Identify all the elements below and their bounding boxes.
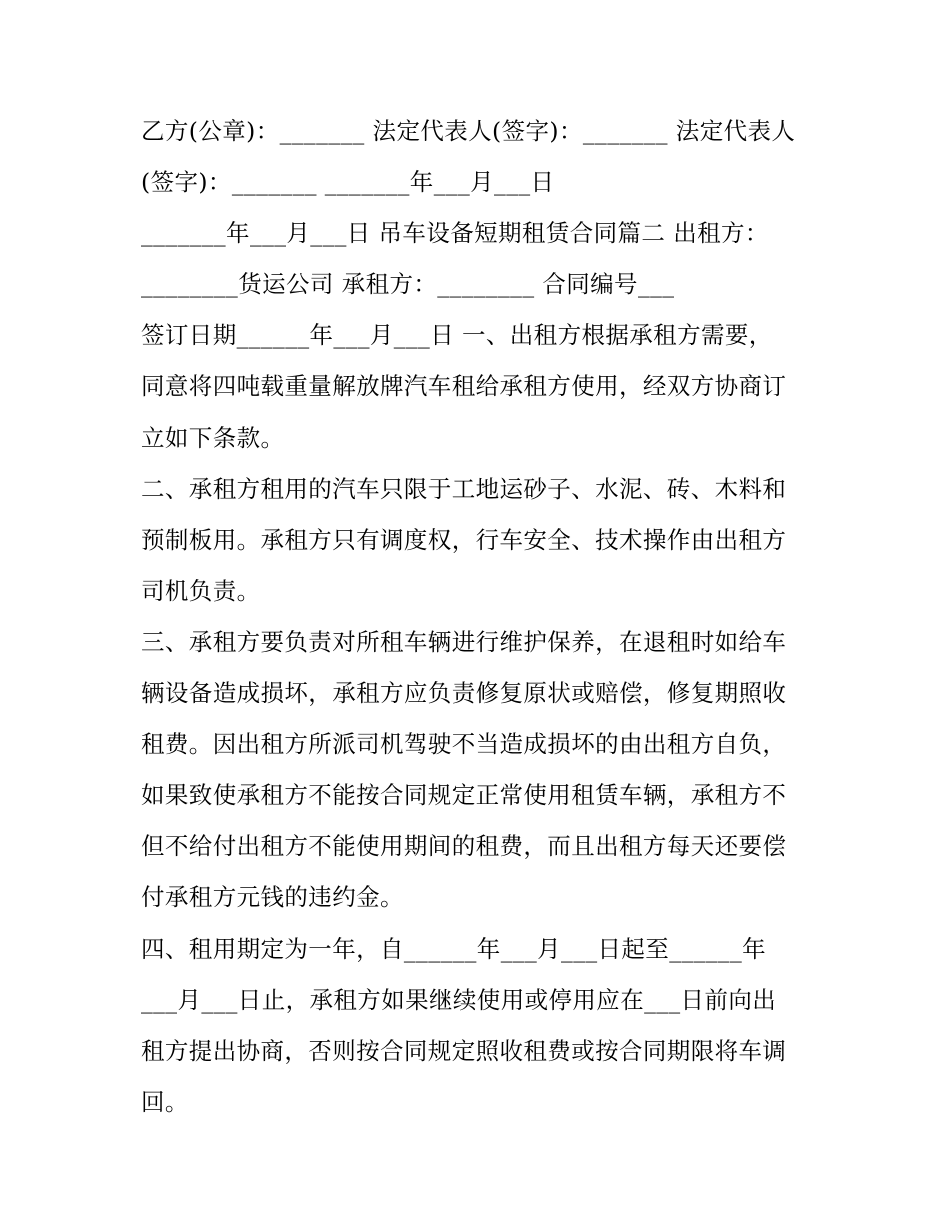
contract-text-body [141, 106, 841, 1128]
text-line: 租费。因出租方所派司机驾驶不当造成损坏的由出租方自负， [141, 730, 787, 759]
text-line: 四、租用期定为一年，自______年___月___日起至______年 [141, 934, 766, 963]
text-line: ___月___日止，承租方如果继续使用或停用应在___日前向出 [141, 985, 777, 1014]
text-line: 但不给付出租方不能使用期间的租费，而且出租方每天还要偿 [141, 832, 787, 861]
text-line: 签订日期______年___月___日 一、出租方根据承租方需要， [141, 321, 773, 350]
text-line: 租方提出协商，否则按合同规定照收租费或按合同期限将车调 [141, 1036, 787, 1065]
text-line: 司机负责。 [141, 576, 261, 605]
text-line: 三、承租方要负责对所租车辆进行维护保养，在退租时如给车 [141, 627, 787, 656]
text-line: 同意将四吨载重量解放牌汽车租给承租方使用，经双方协商订 [141, 372, 787, 401]
text-line: 付承租方元钱的违约金。 [141, 883, 404, 912]
text-line: 立如下条款。 [141, 423, 285, 452]
text-line: 辆设备造成损坏，承租方应负责修复原状或赔偿，修复期照收 [141, 679, 787, 708]
text-line: ________货运公司 承租方：________ 合同编号___ [141, 270, 675, 299]
text-line: 回。 [141, 1087, 189, 1116]
text-line: 二、承租方租用的汽车只限于工地运砂子、水泥、砖、木料和 [141, 474, 787, 503]
text-line: 如果致使承租方不能按合同规定正常使用租赁车辆，承租方不 [141, 781, 787, 810]
text-line: 预制板用。承租方只有调度权，行车安全、技术操作由出租方 [141, 525, 787, 554]
text-line: (签字)：_______ _______年___月___日 [141, 168, 555, 197]
text-line: 乙方(公章)：_______ 法定代表人(签字)：_______ 法定代表人 [141, 117, 796, 145]
text-line: _______年___月___日 吊车设备短期租赁合同篇二 出租方： [141, 219, 769, 248]
